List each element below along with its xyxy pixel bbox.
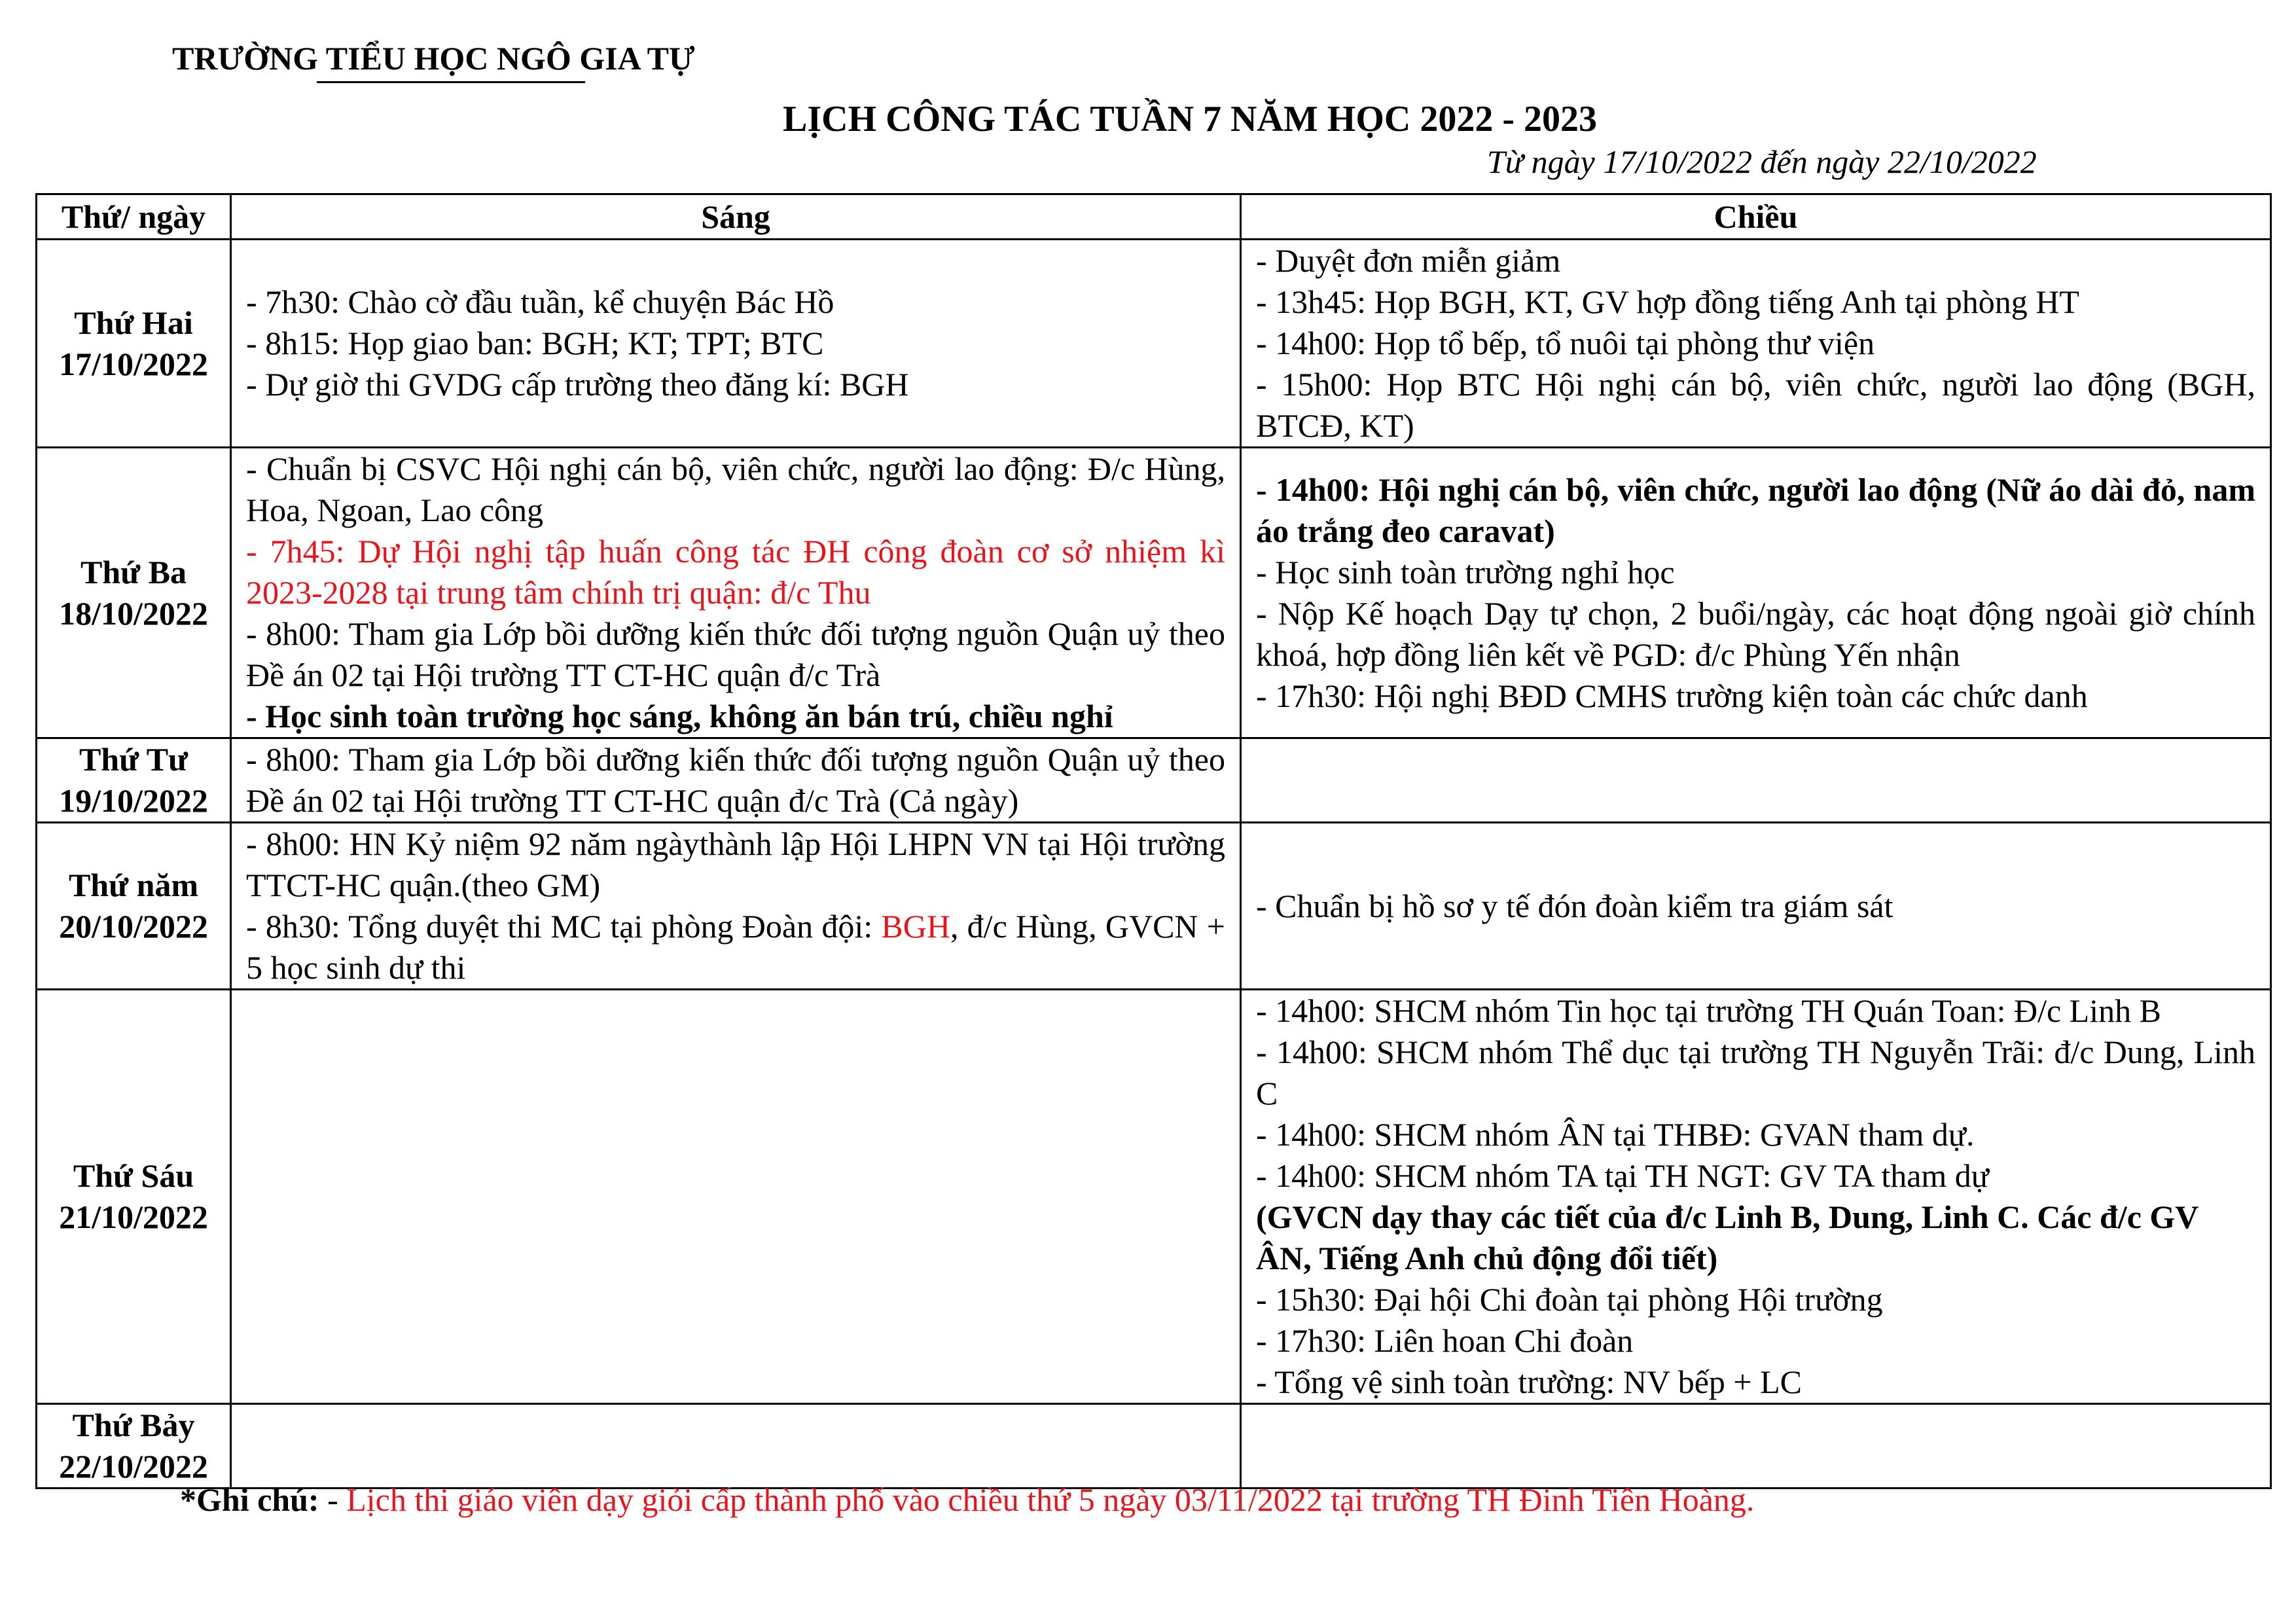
table-row bbox=[37, 240, 2271, 448]
entry-bold: (GVCN dạy thay các tiết của đ/c Linh B, Dung, Linh C. Các đ/c GV ÂN, Tiếng Anh chủ động đổi tiết) bbox=[1256, 1199, 2198, 1276]
entry: - Chuẩn bị hồ sơ y tế đón đoàn kiểm tra giám sát bbox=[1256, 887, 1893, 924]
entry-highlight: BGH bbox=[881, 908, 950, 945]
afternoon-cell bbox=[1241, 448, 2271, 738]
entry-bold: - Học sinh toàn trường học sáng, không ăn bán trú, chiều nghỉ bbox=[246, 698, 1113, 734]
day-name: Thứ Bảy bbox=[72, 1407, 195, 1443]
table-row bbox=[37, 738, 2271, 823]
entry: - Dự giờ thi GVDG cấp trường theo đăng kí: BGH bbox=[246, 366, 909, 403]
table-row bbox=[37, 823, 2271, 990]
day-cell bbox=[37, 990, 231, 1404]
entry: - 8h00: Tham gia Lớp bồi dưỡng kiến thức đối tượng nguồn Quận uỷ theo Đề án 02 tại Hội trường TT CT-HC quận đ/c Trà (Cả ngày) bbox=[246, 741, 1225, 819]
morning-cell bbox=[231, 448, 1241, 738]
entry: - 14h00: SHCM nhóm Tin học tại trường TH Quán Toan: Đ/c Linh B bbox=[1256, 992, 2161, 1029]
note-label: *Ghi chú: bbox=[180, 1481, 319, 1518]
entry: - 7h30: Chào cờ đầu tuần, kể chuyện Bác Hồ bbox=[246, 283, 834, 320]
entry: - 13h45: Họp BGH, KT, GV hợp đồng tiếng Anh tại phòng HT bbox=[1256, 283, 2079, 320]
footnote bbox=[180, 1481, 1754, 1519]
entry: - 14h00: SHCM nhóm TA tại TH NGT: GV TA tham dự bbox=[1256, 1157, 1989, 1194]
entry: - 14h00: Họp tổ bếp, tổ nuôi tại phòng thư viện bbox=[1256, 325, 1875, 361]
day-cell bbox=[37, 448, 231, 738]
note-text: Lịch thi giáo viên dạy giỏi cấp thành phố vào chiều thứ 5 ngày 03/11/2022 tại trường TH Đinh Tiên Hoàng. bbox=[346, 1481, 1755, 1518]
morning-cell bbox=[231, 823, 1241, 990]
afternoon-cell bbox=[1241, 240, 2271, 448]
day-date: 18/10/2022 bbox=[59, 594, 208, 632]
day-name: Thứ năm bbox=[68, 867, 199, 903]
schedule-table bbox=[35, 193, 2272, 1489]
day-date: 22/10/2022 bbox=[59, 1448, 208, 1485]
morning-cell bbox=[231, 738, 1241, 823]
day-name: Thứ Sáu bbox=[73, 1157, 194, 1194]
header-morning: Sáng bbox=[231, 194, 1241, 240]
document-title: LỊCH CÔNG TÁC TUẦN 7 NĂM HỌC 2022 - 2023 bbox=[783, 99, 1597, 139]
day-date: 20/10/2022 bbox=[59, 908, 208, 945]
entry: - 8h00: Tham gia Lớp bồi dưỡng kiến thức đối tượng nguồn Quận uỷ theo Đề án 02 tại Hội trường TT CT-HC quận đ/c Trà bbox=[246, 615, 1225, 693]
school-underline bbox=[317, 81, 585, 83]
entry: - 17h30: Hội nghị BĐD CMHS trường kiện toàn các chức danh bbox=[1256, 677, 2088, 714]
note-dash: - bbox=[319, 1481, 347, 1518]
entry: - 15h00: Họp BTC Hội nghị cán bộ, viên chức, người lao động (BGH, BTCĐ, KT) bbox=[1256, 366, 2255, 444]
day-date: 21/10/2022 bbox=[59, 1199, 208, 1235]
entry-highlight: - 7h45: Dự Hội nghị tập huấn công tác ĐH công đoàn cơ sở nhiệm kì 2023-2028 tại trung tâm chính trị quận: đ/c Thu bbox=[246, 533, 1225, 611]
entry: - 14h00: SHCM nhóm ÂN tại THBĐ: GVAN tham dự. bbox=[1256, 1116, 1975, 1153]
afternoon-cell bbox=[1241, 1404, 2271, 1489]
afternoon-cell bbox=[1241, 823, 2271, 990]
table-row bbox=[37, 990, 2271, 1404]
entry: - Tổng vệ sinh toàn trường: NV bếp + LC bbox=[1256, 1363, 1802, 1400]
table-row bbox=[37, 448, 2271, 738]
entry: - Học sinh toàn trường nghỉ học bbox=[1256, 553, 1675, 590]
morning-cell bbox=[231, 1404, 1241, 1489]
date-range: Từ ngày 17/10/2022 đến ngày 22/10/2022 bbox=[1487, 143, 2037, 180]
day-name: Thứ Tư bbox=[79, 741, 188, 778]
day-name: Thứ Hai bbox=[74, 304, 193, 341]
day-cell bbox=[37, 240, 231, 448]
afternoon-cell bbox=[1241, 990, 2271, 1404]
entry: - Duyệt đơn miễn giảm bbox=[1256, 242, 1561, 279]
header-day: Thứ/ ngày bbox=[37, 194, 231, 240]
day-date: 19/10/2022 bbox=[59, 782, 208, 819]
entry: - 15h30: Đại hội Chi đoàn tại phòng Hội trường bbox=[1256, 1281, 1883, 1318]
entry: - 8h00: HN Kỷ niệm 92 năm ngàythành lập Hội LHPN VN tại Hội trường TTCT-HC quận.(theo GM) bbox=[246, 825, 1225, 903]
day-cell bbox=[37, 823, 231, 990]
day-name: Thứ Ba bbox=[80, 553, 187, 590]
entry: - Chuẩn bị CSVC Hội nghị cán bộ, viên chức, người lao động: Đ/c Hùng, Hoa, Ngoan, Lao công bbox=[246, 450, 1225, 528]
table-row bbox=[37, 1404, 2271, 1489]
afternoon-cell bbox=[1241, 738, 2271, 823]
entry-text: - 8h30: Tổng duyệt thi MC tại phòng Đoàn đội: bbox=[246, 908, 882, 945]
school-name: TRƯỜNG TIỂU HỌC NGÔ GIA TỰ bbox=[172, 40, 695, 77]
entry: - 8h15: Họp giao ban: BGH; KT; TPT; BTC bbox=[246, 325, 824, 361]
morning-cell bbox=[231, 240, 1241, 448]
entry: - Nộp Kế hoạch Dạy tự chọn, 2 buổi/ngày, các hoạt động ngoài giờ chính khoá, hợp đồng liên kết về PGD: đ/c Phùng Yến nhận bbox=[1256, 594, 2255, 673]
entry: - 17h30: Liên hoan Chi đoàn bbox=[1256, 1322, 1634, 1359]
day-date: 17/10/2022 bbox=[59, 345, 208, 382]
entry: - 14h00: SHCM nhóm Thể dục tại trường TH Nguyễn Trãi: đ/c Dung, Linh C bbox=[1256, 1034, 2255, 1111]
entry bbox=[246, 906, 1225, 988]
header-afternoon: Chiều bbox=[1241, 194, 2271, 240]
day-cell bbox=[37, 1404, 231, 1489]
entry-bold: - 14h00: Hội nghị cán bộ, viên chức, người lao động (Nữ áo dài đỏ, nam áo trắng đeo caravat) bbox=[1256, 471, 2255, 549]
day-cell bbox=[37, 738, 231, 823]
morning-cell bbox=[231, 990, 1241, 1404]
table-header-row bbox=[37, 194, 2271, 240]
entry-text: , đ/c Hùng, GVCN + 5 học sinh dự thi bbox=[246, 908, 1225, 986]
